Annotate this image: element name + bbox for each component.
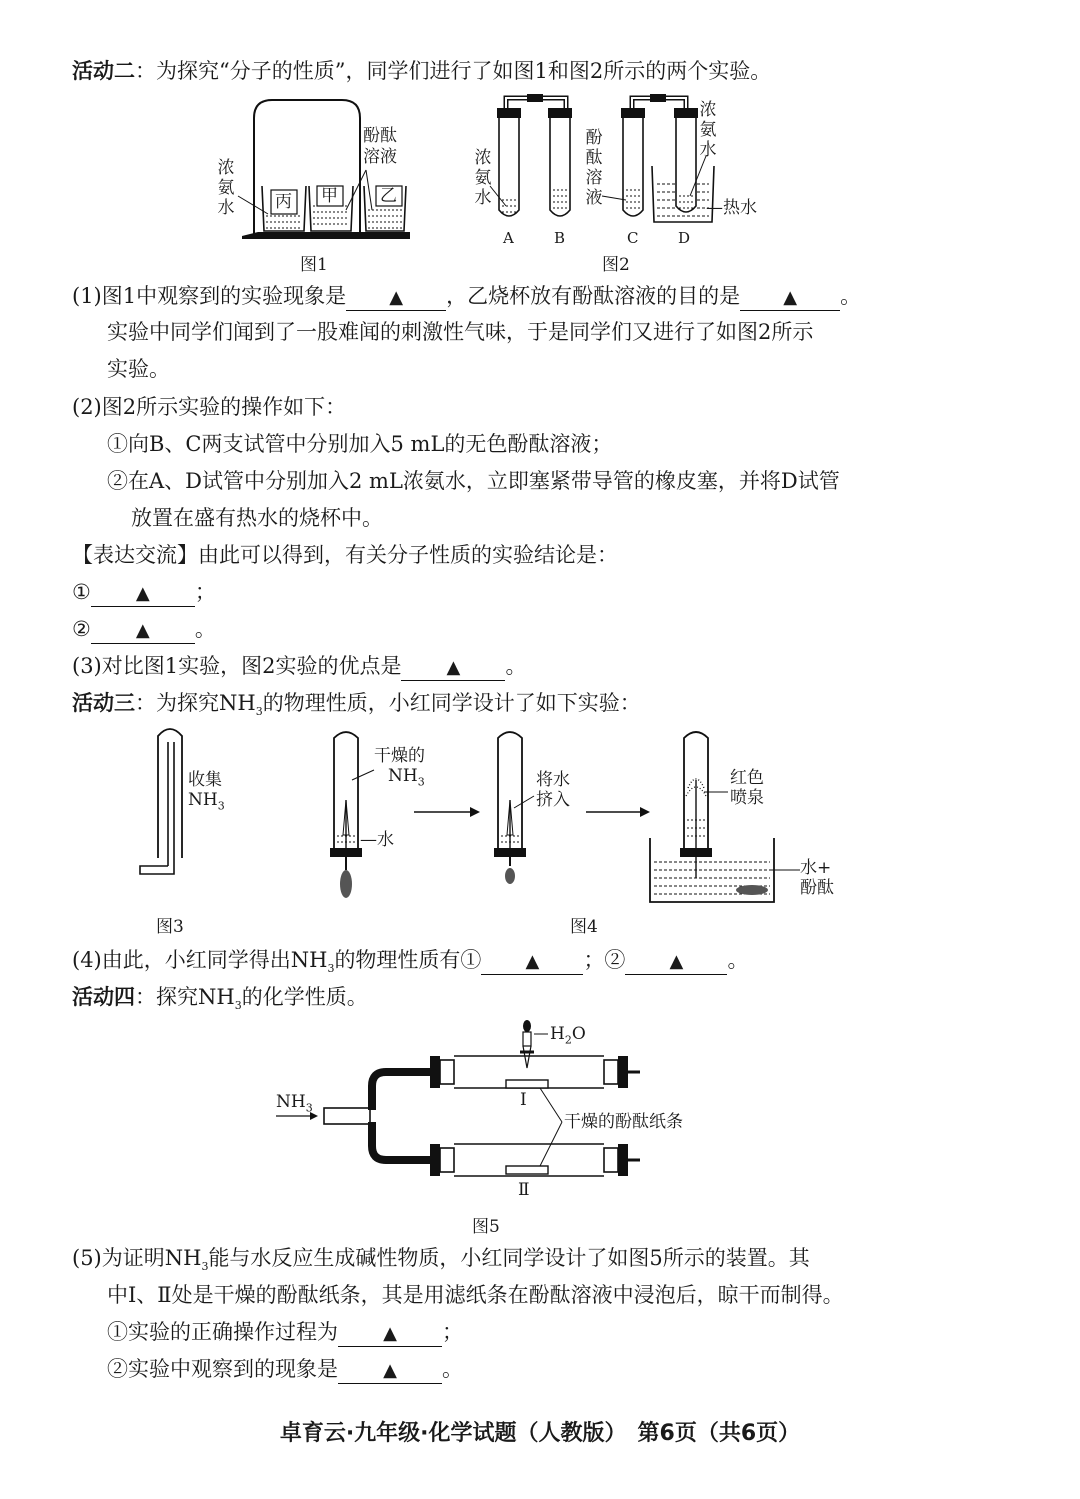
fig4-squeeze-2: 挤入 — [536, 790, 570, 810]
q5-text-b: 能与水反应生成碱性物质，小红同学设计了如图5所示的装置。其 — [208, 1246, 810, 1270]
q1-blank-2[interactable]: ▲ — [740, 286, 840, 311]
q4-text-d: 。 — [727, 948, 749, 972]
fig5-nh3-nh: NH — [276, 1092, 306, 1112]
q4-text-b: 的物理性质有① — [334, 948, 482, 972]
fig2-label-ammonia: 浓氨水 — [474, 148, 492, 208]
fig2-tube-b-label: B — [554, 229, 566, 247]
q5-step1-end: ； — [442, 1320, 463, 1344]
fig3-label-1: 收集 — [188, 770, 222, 790]
q1-line2: 实验中同学们闻到了一股难闻的刺激性气味，于是同学们又进行了如图2所示 — [107, 320, 814, 344]
q1-line3: 实验。 — [107, 357, 170, 381]
q3-text-b: 。 — [505, 654, 527, 678]
q5-text-a: (5)为证明NH — [72, 1246, 202, 1270]
page-footer: 卓育云·九年级·化学试题（人教版） 第6页（共6页） — [279, 1421, 801, 1446]
fig4-fountain-2: 喷泉 — [730, 788, 764, 808]
express-title: 【表达交流】由此可以得到，有关分子性质的实验结论是： — [72, 543, 618, 567]
express-c1-end: ； — [194, 580, 216, 604]
q1-text-c: 。 — [840, 284, 862, 308]
fig1-label-phenol: 酚酞溶液 — [363, 126, 397, 167]
q5-step2-text: ②实验中观察到的现象是 — [107, 1357, 338, 1381]
q3-text-a: (3)对比图1实验，图2实验的优点是 — [72, 654, 402, 678]
fig4-caption: 图4 — [570, 917, 598, 937]
activity3-title: 活动三 — [72, 691, 135, 715]
fig2-label-phenol: 酚酞溶液 — [585, 128, 603, 208]
q5-line1 — [72, 1243, 810, 1282]
fig4-dry-nh: NH — [388, 766, 418, 786]
fig1-label-ammonia: 浓氨水 — [217, 158, 235, 218]
fig2-caption: 图2 — [602, 255, 630, 275]
fig4-wp-2: 酚酞 — [800, 878, 834, 898]
fig4-fountain-1: 红色 — [730, 768, 764, 788]
activity4-title: 活动四 — [72, 985, 135, 1009]
activity3-text-a: ：为探究NH — [135, 691, 256, 715]
activity4-sub: 3 — [234, 999, 242, 1013]
fig2-label-hot-water: —热水 — [706, 198, 757, 218]
fig1-beaker-bing-label: 丙 — [275, 192, 292, 212]
q5-step2 — [107, 1354, 463, 1384]
q4-text-c: ；② — [583, 948, 626, 972]
fig2-tube-c-label: C — [627, 229, 639, 247]
fig3-label-sub: 3 — [217, 799, 225, 813]
fig5-h2o-h: H — [550, 1024, 565, 1044]
fig4-dry-1: 干燥的 — [374, 746, 425, 766]
express-c2-mark: ② — [72, 617, 91, 641]
q4-text-a: (4)由此，小红同学得出NH — [72, 948, 328, 972]
fig5-h2o-o: O — [571, 1024, 586, 1044]
q3-blank[interactable]: ▲ — [401, 656, 505, 681]
q4-sub: 3 — [327, 962, 335, 976]
q1-text-b: ，乙烧杯放有酚酞溶液的目的是 — [446, 284, 741, 308]
fig4-squeeze-1: 将水 — [536, 770, 570, 790]
express-blank-2[interactable]: ▲ — [91, 619, 195, 644]
activity3-text-b: 的物理性质，小红同学设计了如下实验： — [262, 691, 641, 715]
fig2-tube-a-label: A — [503, 229, 514, 247]
fig5-caption: 图5 — [472, 1217, 500, 1237]
activity2-title: 活动二 — [72, 59, 135, 83]
q2-intro: (2)图2所示实验的操作如下： — [72, 395, 347, 419]
activity2-text: ：为探究“分子的性质”，同学们进行了如图1和图2所示的两个实验。 — [135, 59, 772, 83]
fig4-wp-1: 水+ — [800, 858, 832, 878]
fig1-beaker-yi-label: 乙 — [380, 186, 397, 206]
activity4-text-a: ：探究NH — [135, 985, 235, 1009]
fig4-dry-sub: 3 — [417, 775, 425, 789]
fig5-dropper — [520, 1020, 534, 1068]
fig5-mark-1: Ⅰ — [520, 1090, 527, 1110]
fig3-label-nh: NH — [188, 790, 218, 810]
q1-text-a: (1)图1中观察到的实验现象是 — [72, 284, 347, 308]
fig5-h2o-sub: 2 — [564, 1033, 572, 1047]
fig5-mark-2: Ⅱ — [518, 1180, 530, 1200]
activity4-text-b: 的化学性质。 — [241, 985, 368, 1009]
activity3-sub: 3 — [255, 705, 263, 719]
express-blank-1[interactable]: ▲ — [91, 582, 195, 607]
q5-sub: 3 — [201, 1260, 209, 1274]
q2-step2a: ②在A、D试管中分别加入2 mL浓氨水，立即塞紧带导管的橡皮塞，并将D试管 — [107, 469, 840, 493]
q2-step2b: 放置在盛有热水的烧杯中。 — [131, 506, 383, 530]
q5-blank-1[interactable]: ▲ — [338, 1322, 442, 1347]
fig5-h2o-label — [550, 1024, 586, 1050]
q5-step2-end: 。 — [442, 1357, 463, 1381]
fig1-beaker-jia-label: 甲 — [321, 186, 338, 206]
q5-line2: 中Ⅰ、Ⅱ处是干燥的酚酞纸条，其是用滤纸条在酚酞溶液中浸泡后，晾干而制得。 — [107, 1283, 844, 1307]
fig5-nh3-sub: 3 — [305, 1101, 313, 1115]
express-c1-mark: ① — [72, 580, 91, 604]
fig5-lower-tube — [430, 1144, 640, 1176]
fig2-label-ammonia-d: 浓氨水 — [699, 100, 717, 160]
fig3-caption: 图3 — [156, 917, 184, 937]
q1-blank-1[interactable]: ▲ — [346, 286, 446, 311]
q4-blank-1[interactable]: ▲ — [481, 950, 583, 975]
fig5-nh3-label — [276, 1092, 313, 1118]
q5-step1 — [107, 1317, 463, 1347]
express-c2-end: 。 — [194, 617, 216, 641]
fig1-caption: 图1 — [300, 255, 328, 275]
q5-step1-text: ①实验的正确操作过程为 — [107, 1320, 338, 1344]
q5-blank-2[interactable]: ▲ — [338, 1359, 442, 1384]
q4-blank-2[interactable]: ▲ — [625, 950, 727, 975]
fig5-upper-tube — [430, 1056, 640, 1088]
fig2-tube-d-label: D — [678, 229, 691, 247]
q2-step1: ①向B、C两支试管中分别加入5 mL的无色酚酞溶液； — [107, 432, 613, 456]
fig5-paper-label: 干燥的酚酞纸条 — [564, 1112, 683, 1132]
fig4-water-label: —水 — [360, 830, 394, 850]
